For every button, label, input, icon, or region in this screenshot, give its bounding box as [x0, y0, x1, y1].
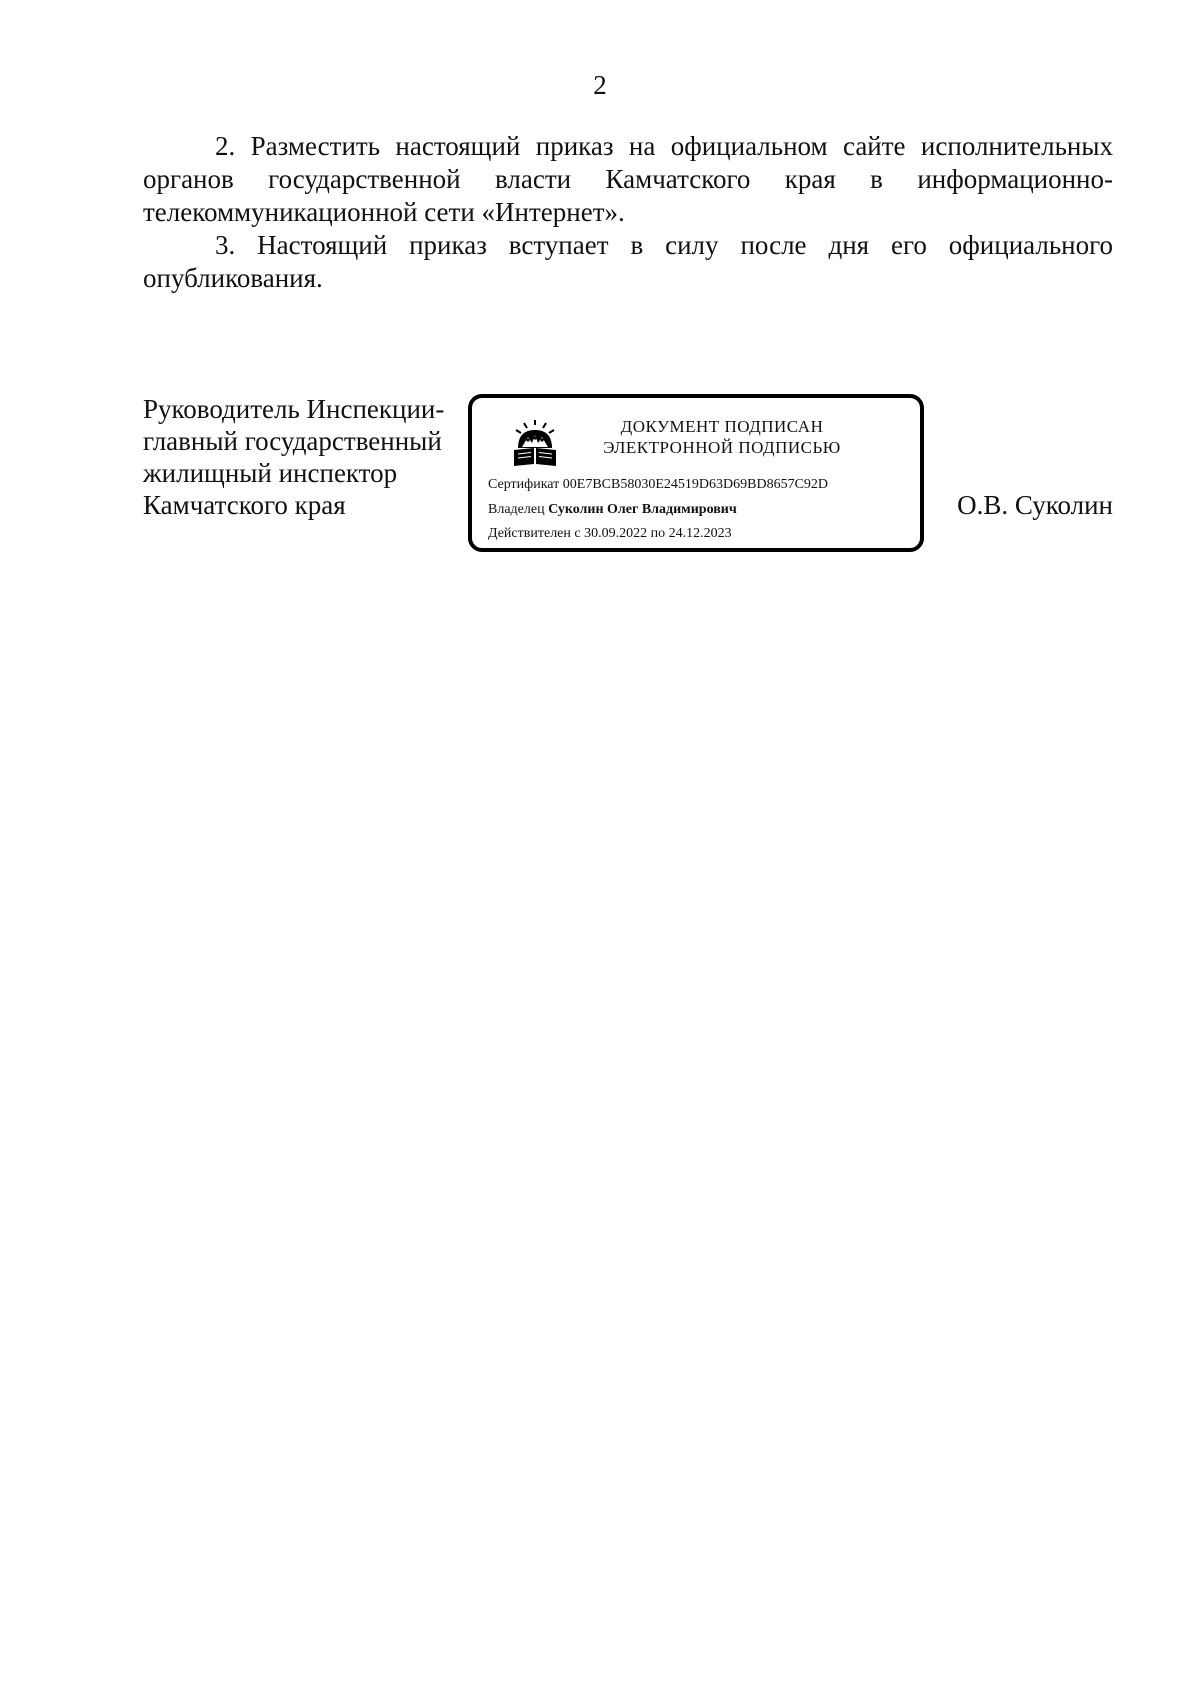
- certificate-value: 00E7BCB58030E24519D63D69BD8657C92D: [562, 477, 829, 492]
- valid-from: 30.09.2022: [584, 526, 648, 541]
- stamp-owner: [488, 502, 737, 518]
- valid-to: 24.12.2023: [668, 526, 732, 541]
- stamp-heading-line: ЭЛЕКТРОННОЙ ПОДПИСЬЮ: [603, 438, 841, 457]
- signer-title-line: главный государственный: [143, 426, 442, 456]
- signer-title: [143, 393, 473, 521]
- paragraph-publication: 2. Разместить настоящий приказ на официальном сайте исполнительных органов государственной власти Камчатского края в информационно-телекоммуникационной сети «Интернет».: [143, 131, 1113, 227]
- stamp-heading: [572, 416, 872, 458]
- stamp-certificate: [488, 477, 828, 493]
- kamchatka-coat-of-arms-icon: [510, 418, 560, 468]
- signer-title-line: Камчатского края: [143, 490, 346, 520]
- page-number: 2: [593, 70, 607, 100]
- owner-value: Суколин Олег Владимирович: [548, 502, 737, 517]
- valid-label: Действителен: [488, 526, 571, 541]
- signer-title-line: жилищный инспектор: [143, 458, 398, 488]
- stamp-heading-line: ДОКУМЕНТ ПОДПИСАН: [620, 417, 824, 436]
- electronic-signature-stamp: [468, 394, 924, 552]
- certificate-label: Сертификат: [488, 477, 560, 492]
- document-body: [143, 130, 1113, 295]
- owner-label: Владелец: [488, 502, 545, 517]
- paragraph-entry-into-force: 3. Настоящий приказ вступает в силу после дня его официального опубликования.: [143, 230, 1113, 293]
- signer-title-line: Руководитель Инспекции-: [143, 394, 445, 424]
- stamp-validity: [488, 526, 732, 542]
- signer-name: О.В. Суколин: [957, 490, 1113, 520]
- valid-to-label: по: [650, 526, 666, 541]
- valid-from-label: с: [574, 526, 581, 541]
